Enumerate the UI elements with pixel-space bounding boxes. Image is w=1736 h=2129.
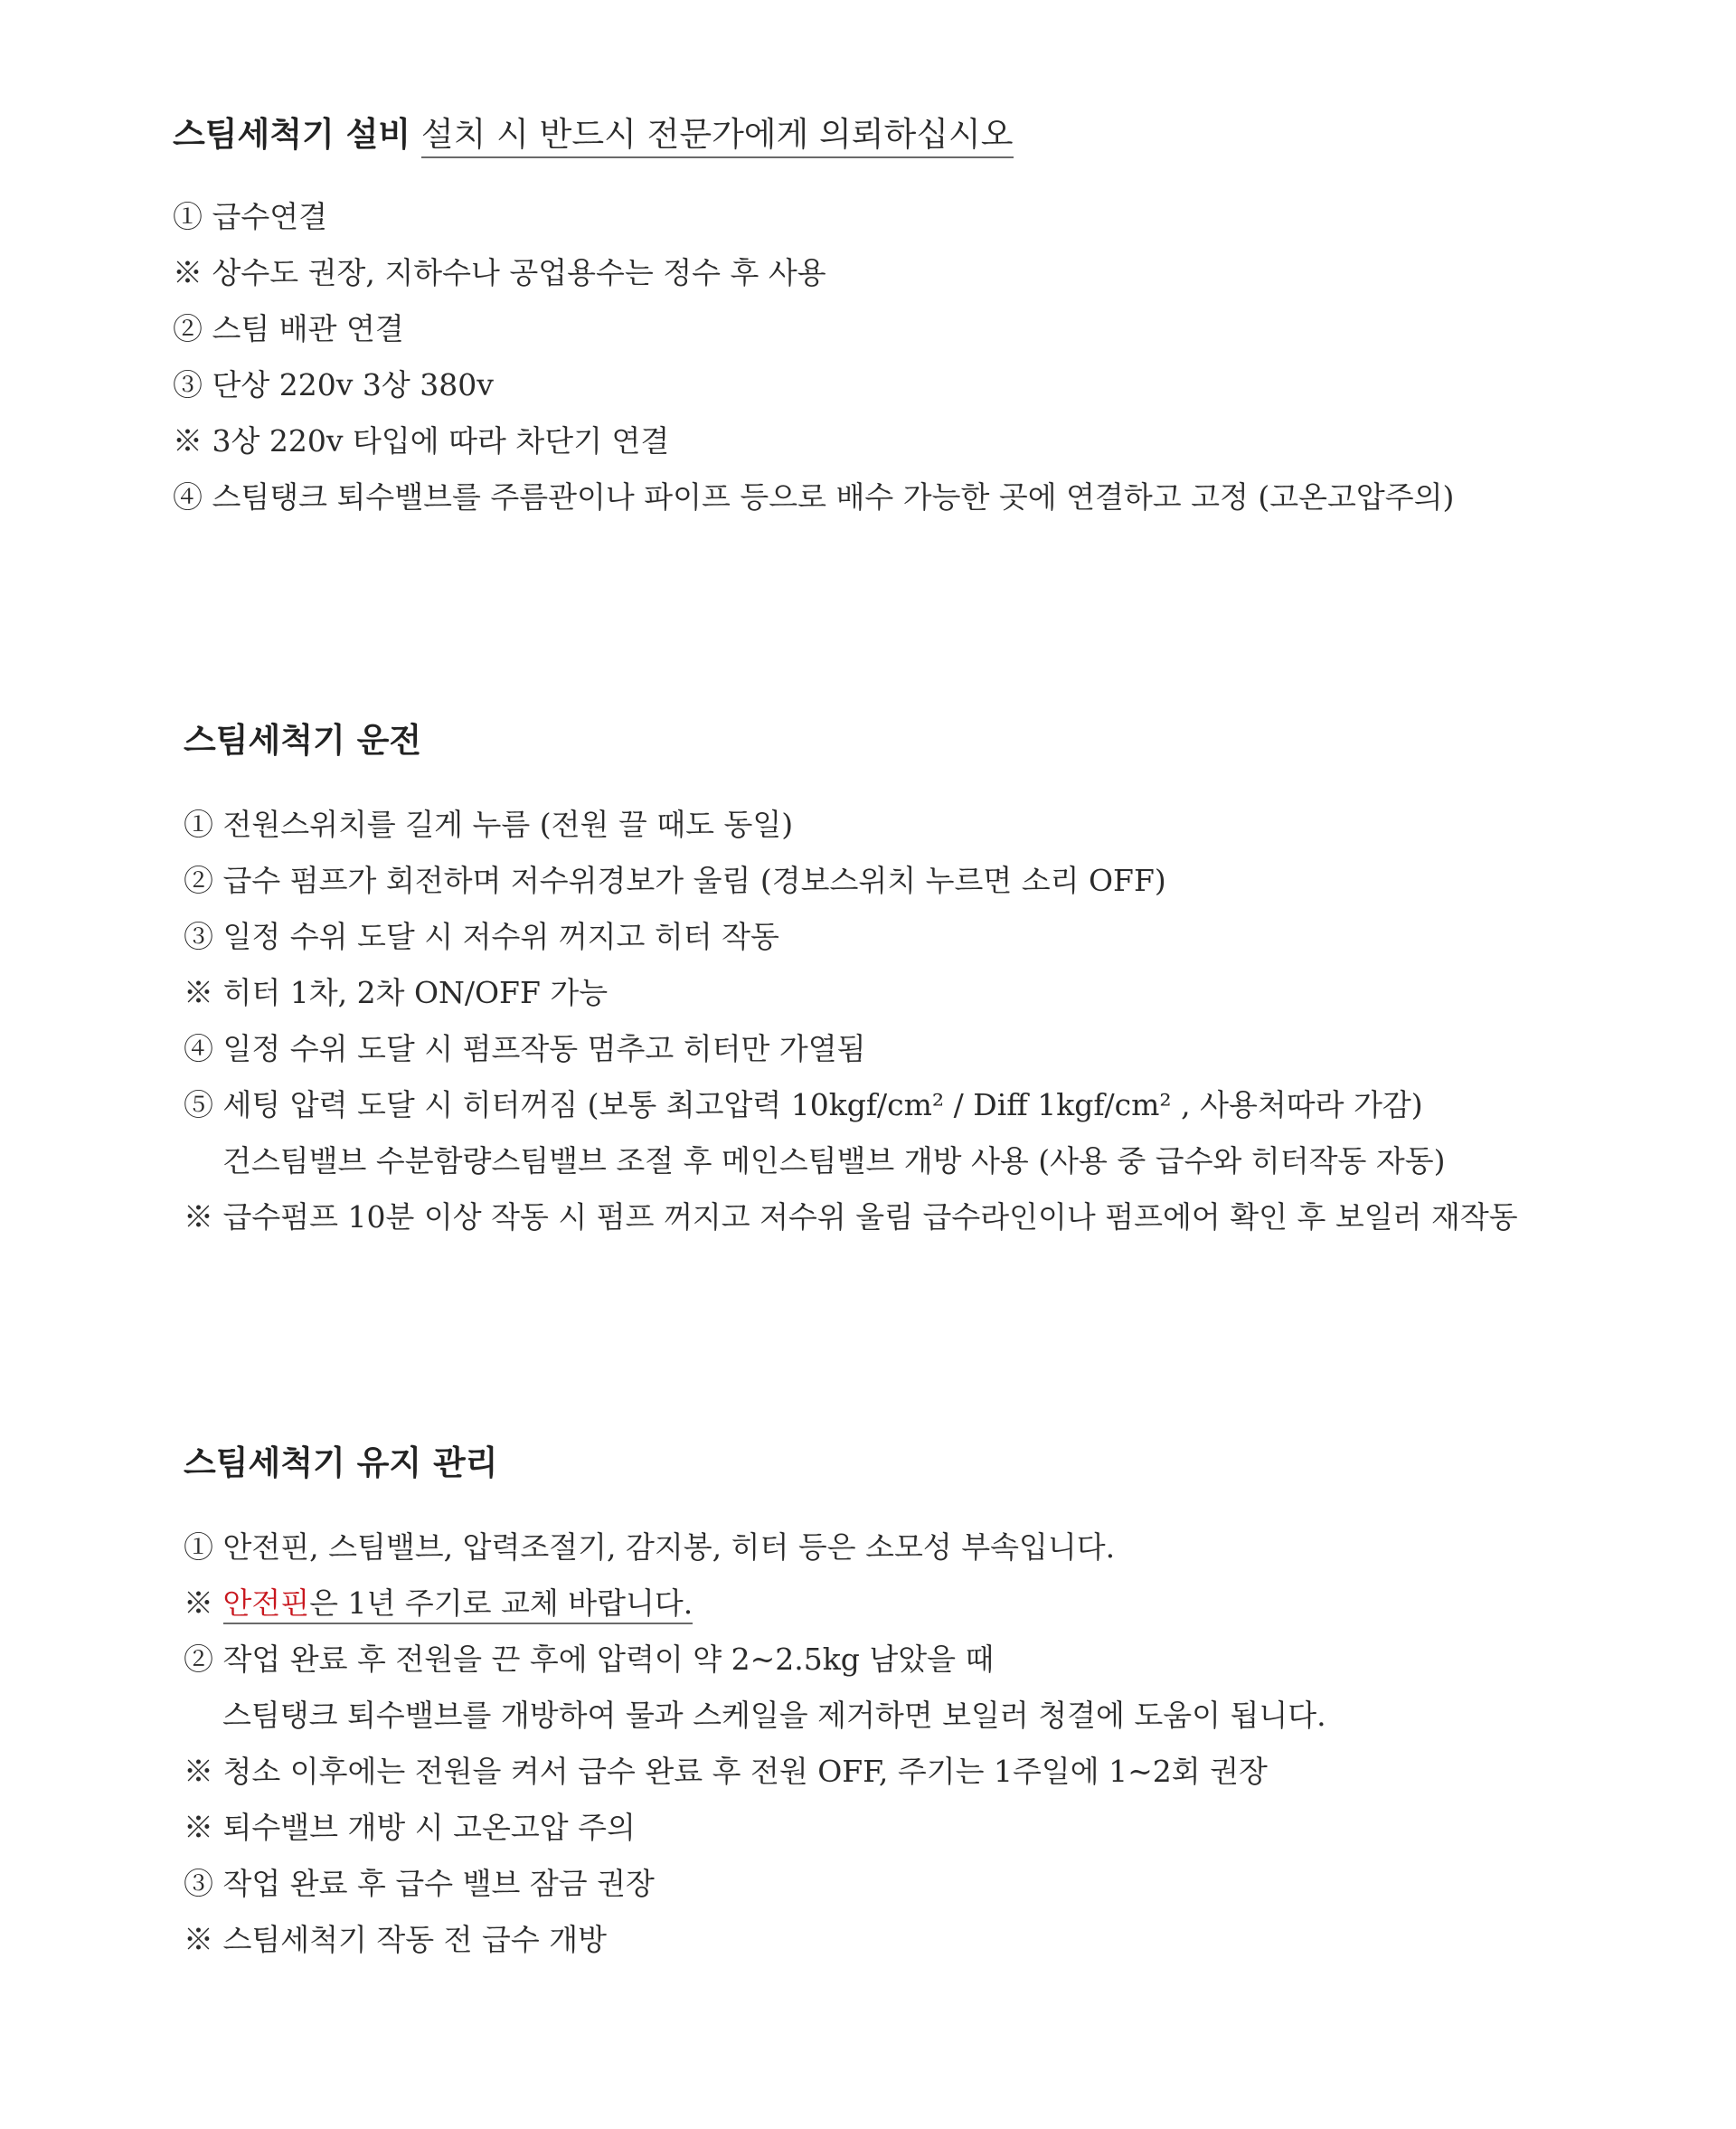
safety-pin-highlight: 안전핀 [222,1585,310,1621]
maintenance-line-5: ※ 청소 이후에는 전원을 켜서 급수 완료 후 전원 OFF, 주기는 1주일에 1~2회 권장 [184,1754,1268,1789]
install-line-3: ② 스팀 배관 연결 [173,311,404,346]
maintenance-line-6: ※ 퇴수밸브 개방 시 고온고압 주의 [184,1810,636,1845]
install-line-2: ※ 상수도 권장, 지하수나 공업용수는 정수 후 사용 [173,255,826,290]
install-line-1: ① 급수연결 [173,199,328,234]
operation-line-5: ④ 일정 수위 도달 시 펌프작동 멈추고 히터만 가열됨 [184,1031,866,1066]
maintenance-line-1: ① 안전핀, 스팀밸브, 압력조절기, 감지봉, 히터 등은 소모성 부속입니다. [184,1529,1116,1565]
install-title-bold: 스팀세척기 설비 [173,114,411,154]
operation-title [184,717,421,763]
install-line-6: ④ 스팀탱크 퇴수밸브를 주름관이나 파이프 등으로 배수 가능한 곳에 연결하고 고정 (고온고압주의) [173,479,1455,515]
maintenance-line-2-prefix: ※ [184,1585,223,1621]
maintenance-title [184,1440,497,1486]
maintenance-line-7: ③ 작업 완료 후 급수 밸브 잠금 권장 [184,1866,655,1901]
maintenance-line-8: ※ 스팀세척기 작동 전 급수 개방 [184,1922,607,1957]
maintenance-line-4: 스팀탱크 퇴수밸브를 개방하여 물과 스케일을 제거하면 보일러 청결에 도움이 됩니다. [222,1698,1326,1733]
install-line-5: ※ 3상 220v 타입에 따라 차단기 연결 [173,423,670,459]
maintenance-line-2 [184,1582,693,1625]
install-line-4: ③ 단상 220v 3상 380v [173,367,494,402]
maintenance-line-2-underlined [223,1585,693,1624]
operation-line-4: ※ 히터 1차, 2차 ON/OFF 가능 [184,975,609,1010]
install-title [173,111,1014,157]
operation-line-6: ⑤ 세팅 압력 도달 시 히터꺼짐 (보통 최고압력 10kgf/cm² / Diff 1kgf/cm² , 사용처따라 가감) [184,1087,1423,1122]
operation-line-1: ① 전원스위치를 길게 누름 (전원 끌 때도 동일) [184,807,794,842]
operation-title-text: 스팀세척기 운전 [184,720,422,760]
operation-line-8: ※ 급수펌프 10분 이상 작동 시 펌프 꺼지고 저수위 울림 급수라인이나 펌프에어 확인 후 보일러 재작동 [184,1199,1518,1235]
maintenance-title-text: 스팀세척기 유지 관리 [184,1443,498,1482]
operation-line-3: ③ 일정 수위 도달 시 저수위 꺼지고 히터 작동 [184,919,779,954]
install-title-note: 설치 시 반드시 전문가에게 의뢰하십시오 [421,115,1014,158]
maintenance-line-3: ② 작업 완료 후 전원을 끈 후에 압력이 약 2~2.5kg 남았을 때 [184,1642,995,1677]
operation-line-2: ② 급수 펌프가 회전하며 저수위경보가 울림 (경보스위치 누르면 소리 OFF) [184,863,1166,898]
maintenance-line-2-rest: 은 1년 주기로 교체 바랍니다. [309,1585,693,1621]
operation-line-7: 건스팀밸브 수분함량스팀밸브 조절 후 메인스팀밸브 개방 사용 (사용 중 급수와 히터작동 자동) [222,1143,1446,1178]
